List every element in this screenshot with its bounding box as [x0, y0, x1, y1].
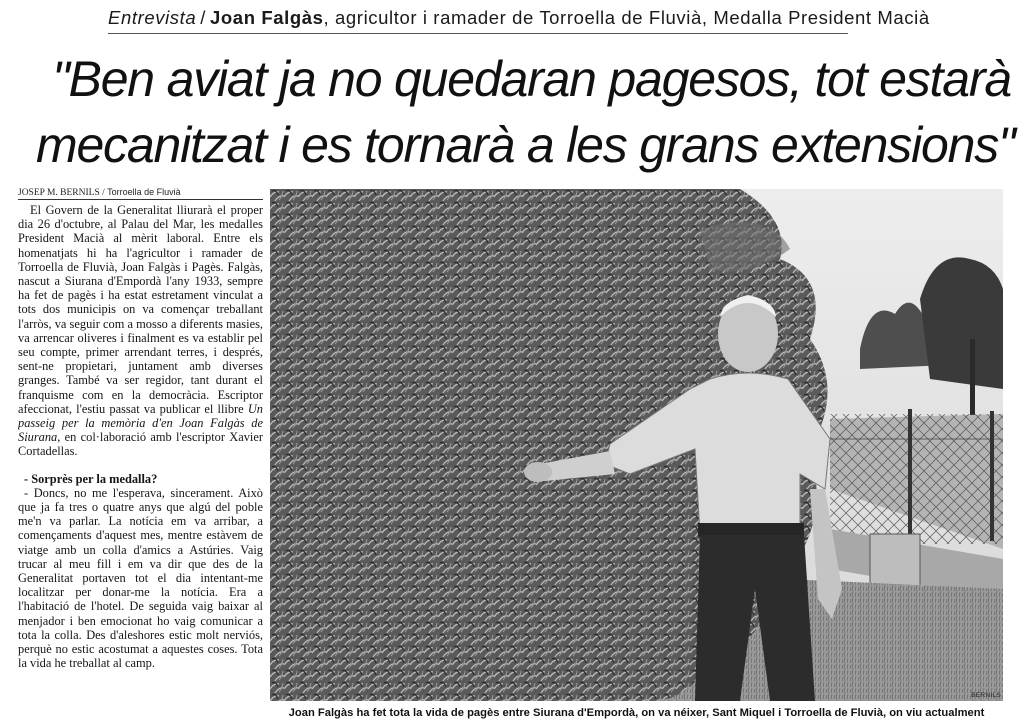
byline — [18, 187, 181, 198]
headline-line-2: mecanitzat i es tornarà a les grans extensions" — [36, 117, 1015, 173]
interview-question: - Sorprès per la medalla? — [24, 471, 158, 486]
interview-answer: - Doncs, no me l'esperava, sincerament. Això que ja fa tres o quatre anys que algú del poble me'n va parlar. La notícia em va arribar, a començaments d'aquest mes, mentre estàvem de viatge amb un colla d'amics a Astúries. Vaig trucar al meu fill i em va dir que des de la Generalitat portaven tot el dia intentant-me localitzar per donar-me la notícia. Era a l'habitació de l'hotel. De seguida vaig baixar al menjador i ben emocionat ho vaig comunicar a tota la colla. Des d'aleshores estic molt nerviós, perquè no estic acostumat a aquestes coses. Tota la vida he treballat al camp. — [18, 485, 263, 671]
headline-line-1: "Ben aviat ja no quedaran pagesos, tot estarà — [52, 51, 1011, 107]
kicker — [108, 7, 930, 29]
photo-caption: Joan Falgàs ha fet tota la vida de pagès entre Siurana d'Empordà, on va néixer, Sant Miquel i Torroella de Fluvià, on viu actualment — [288, 707, 985, 719]
article-photo — [270, 189, 1003, 701]
kicker-role: , agricultor i ramader de Torroella de Fluvià, Medalla President Macià — [323, 7, 930, 28]
kicker-name: Joan Falgàs — [210, 7, 324, 28]
byline-place: Torroella de Fluvià — [107, 187, 181, 197]
intro-text-end: , en col·laboració amb l'escriptor Xavier Cortadellas. — [18, 430, 263, 459]
kicker-section: Entrevista — [108, 7, 197, 28]
byline-author: JOSEP M. BERNILS — [18, 188, 100, 198]
byline-separator: / — [99, 188, 108, 198]
headline — [36, 46, 1015, 178]
intro-paragraph — [18, 203, 263, 459]
book-title: Un passeig per la memòria d'en Joan Falgàs de Siurana — [18, 401, 263, 445]
kicker-separator: / — [200, 7, 207, 28]
byline-rule — [18, 199, 263, 200]
intro-text: El Govern de la Generalitat lliurarà el proper dia 26 d'octubre, al Palau del Mar, les medalles President Macià al mèrit laboral. Entre els homenatjats hi ha l'agricultor i ramader de Torroella de Fluvià, Joan Falgàs i Pagès. Falgàs, nascut a Siurana d'Empordà l'any 1933, sempre ha fet de pagès i ha estat estretament vinculat a tots dos municipis on va començar treballant l'arròs, va seguir com a mosso a diferents masies, va arrencar oliveres i finalment es va establir pel seu compte, primer arrendant terres, i després, sent-ne propietari, juntament amb diverses granges. També va ser regidor, tant durant el franquisme com en la democràcia. Escriptor afeccionat, l'estiu passat va publicar el llibre — [18, 203, 263, 416]
article-column — [18, 203, 263, 725]
kicker-rule — [108, 33, 848, 34]
photo-illustration — [270, 189, 1003, 701]
photo-credit: BERNILS — [971, 692, 1001, 699]
